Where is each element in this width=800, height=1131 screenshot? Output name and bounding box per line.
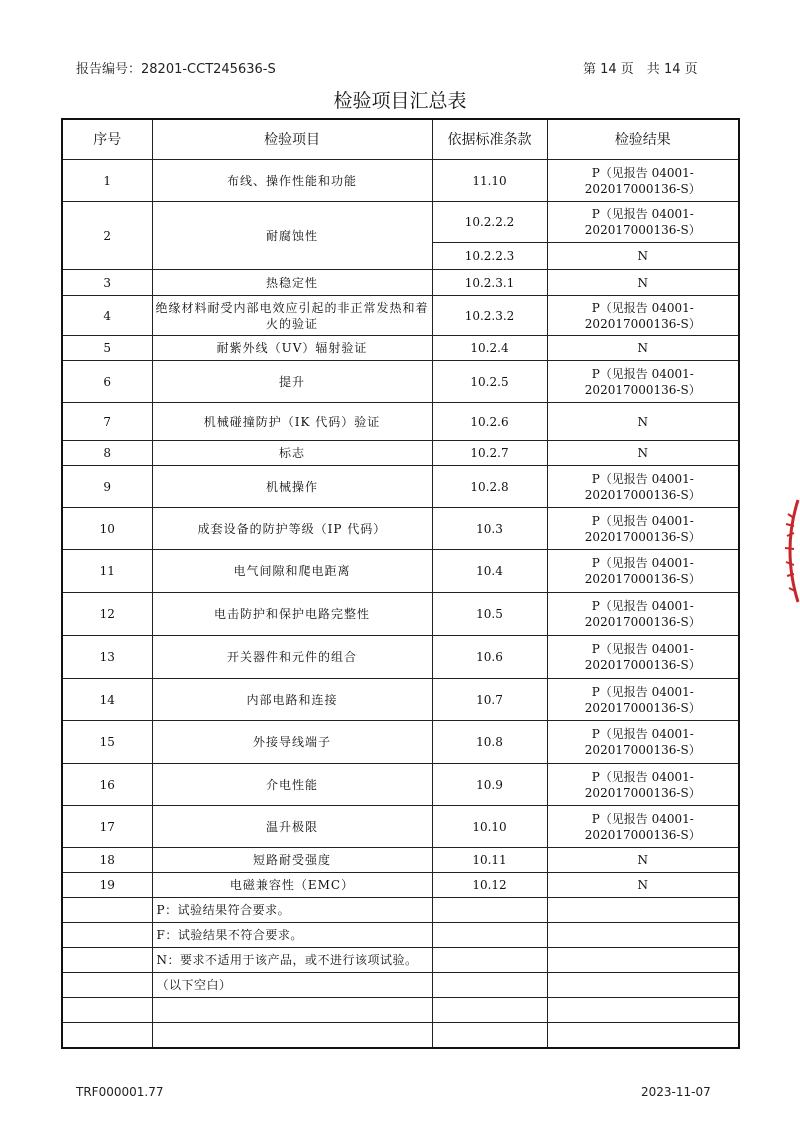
row-no: 15 — [62, 721, 152, 764]
row-no: 10 — [62, 508, 152, 550]
table-row — [62, 679, 739, 721]
table-row — [62, 202, 739, 243]
row-clause: 10.12 — [432, 873, 547, 898]
row-no: 14 — [62, 679, 152, 721]
table-row — [62, 721, 739, 764]
table-row — [62, 593, 739, 636]
row-clause: 10.2.2.3 — [432, 243, 547, 270]
note-blank-below: （以下空白） — [152, 973, 432, 998]
row-result: P（见报告 04001-202017000136-S） — [547, 296, 739, 336]
table-row — [62, 466, 739, 508]
note-row — [62, 948, 739, 973]
row-result: N — [547, 403, 739, 441]
report-date: 2023-11-07 — [641, 1085, 711, 1099]
row-result: P（见报告 04001-202017000136-S） — [547, 202, 739, 243]
table-row — [62, 550, 739, 593]
row-item: 开关器件和元件的组合 — [152, 636, 432, 679]
row-result: P（见报告 04001-202017000136-S） — [547, 508, 739, 550]
row-result: P（见报告 04001-202017000136-S） — [547, 806, 739, 848]
row-result: P（见报告 04001-202017000136-S） — [547, 550, 739, 593]
row-item: 成套设备的防护等级（IP 代码） — [152, 508, 432, 550]
page-indicator: 第 14 页 共 14 页 — [583, 62, 698, 77]
table-row — [62, 873, 739, 898]
row-no: 6 — [62, 361, 152, 403]
row-item: 机械操作 — [152, 466, 432, 508]
note-row — [62, 973, 739, 998]
row-no: 18 — [62, 848, 152, 873]
row-clause: 10.7 — [432, 679, 547, 721]
row-result: N — [547, 848, 739, 873]
row-clause: 10.2.2.2 — [432, 202, 547, 243]
row-clause: 10.2.7 — [432, 441, 547, 466]
row-clause: 10.2.6 — [432, 403, 547, 441]
row-item: 标志 — [152, 441, 432, 466]
row-no: 3 — [62, 270, 152, 296]
row-clause: 10.2.8 — [432, 466, 547, 508]
row-clause: 10.9 — [432, 764, 547, 806]
row-item: 耐紫外线（UV）辐射验证 — [152, 336, 432, 361]
row-result: P（见报告 04001-202017000136-S） — [547, 466, 739, 508]
row-result: P（见报告 04001-202017000136-S） — [547, 361, 739, 403]
row-item: 介电性能 — [152, 764, 432, 806]
report-number: 报告编号：28201-CCT245636-S — [76, 62, 276, 77]
summary-table — [61, 118, 740, 1049]
table-row — [62, 160, 739, 202]
table-row — [62, 636, 739, 679]
table-row — [62, 296, 739, 336]
row-no: 2 — [62, 202, 152, 270]
row-result: N — [547, 441, 739, 466]
column-header-item: 检验项目 — [152, 119, 432, 160]
row-no: 19 — [62, 873, 152, 898]
note-not-applicable: N：要求不适用于该产品，或不进行该项试验。 — [152, 948, 432, 973]
table-row — [62, 403, 739, 441]
row-result: P（见报告 04001-202017000136-S） — [547, 160, 739, 202]
blank-row — [62, 1023, 739, 1048]
row-result: N — [547, 243, 739, 270]
column-header-clause: 依据标准条款 — [432, 119, 547, 160]
row-item: 内部电路和连接 — [152, 679, 432, 721]
row-item: 电磁兼容性（EMC） — [152, 873, 432, 898]
note-row — [62, 923, 739, 948]
row-result: N — [547, 873, 739, 898]
row-item: 耐腐蚀性 — [152, 202, 432, 270]
row-clause: 10.2.4 — [432, 336, 547, 361]
row-no: 13 — [62, 636, 152, 679]
blank-row — [62, 998, 739, 1023]
row-result: P（见报告 04001-202017000136-S） — [547, 721, 739, 764]
row-clause: 10.2.3.1 — [432, 270, 547, 296]
row-clause: 10.2.3.2 — [432, 296, 547, 336]
row-clause: 10.4 — [432, 550, 547, 593]
table-row — [62, 848, 739, 873]
form-number: TRF000001.77 — [76, 1085, 164, 1099]
row-result: P（见报告 04001-202017000136-S） — [547, 593, 739, 636]
row-result: P（见报告 04001-202017000136-S） — [547, 764, 739, 806]
table-row — [62, 441, 739, 466]
note-fail: F：试验结果不符合要求。 — [152, 923, 432, 948]
row-clause: 10.8 — [432, 721, 547, 764]
row-no: 12 — [62, 593, 152, 636]
row-no: 4 — [62, 296, 152, 336]
row-item: 绝缘材料耐受内部电效应引起的非正常发热和着火的验证 — [152, 296, 432, 336]
row-result: P（见报告 04001-202017000136-S） — [547, 636, 739, 679]
row-item: 电击防护和保护电路完整性 — [152, 593, 432, 636]
table-row — [62, 270, 739, 296]
row-no: 17 — [62, 806, 152, 848]
row-item: 温升极限 — [152, 806, 432, 848]
row-clause: 10.3 — [432, 508, 547, 550]
page-title: 检验项目汇总表 — [333, 90, 467, 112]
note-pass: P：试验结果符合要求。 — [152, 898, 432, 923]
row-result: P（见报告 04001-202017000136-S） — [547, 679, 739, 721]
row-clause: 10.2.5 — [432, 361, 547, 403]
table-row — [62, 764, 739, 806]
row-clause: 10.6 — [432, 636, 547, 679]
table-header-row — [62, 119, 739, 160]
column-header-no: 序号 — [62, 119, 152, 160]
row-no: 8 — [62, 441, 152, 466]
row-clause: 10.5 — [432, 593, 547, 636]
row-no: 11 — [62, 550, 152, 593]
row-no: 7 — [62, 403, 152, 441]
row-no: 16 — [62, 764, 152, 806]
row-result: N — [547, 270, 739, 296]
row-no: 9 — [62, 466, 152, 508]
table-row — [62, 806, 739, 848]
table-row — [62, 508, 739, 550]
row-clause: 10.10 — [432, 806, 547, 848]
row-item: 机械碰撞防护（IK 代码）验证 — [152, 403, 432, 441]
row-clause: 11.10 — [432, 160, 547, 202]
red-seal-stamp — [772, 490, 800, 610]
row-item: 布线、操作性能和功能 — [152, 160, 432, 202]
column-header-result: 检验结果 — [547, 119, 739, 160]
row-clause: 10.11 — [432, 848, 547, 873]
row-no: 5 — [62, 336, 152, 361]
row-item: 外接导线端子 — [152, 721, 432, 764]
note-row — [62, 898, 739, 923]
row-item: 提升 — [152, 361, 432, 403]
row-result: N — [547, 336, 739, 361]
row-item: 电气间隙和爬电距离 — [152, 550, 432, 593]
table-row — [62, 361, 739, 403]
row-item: 短路耐受强度 — [152, 848, 432, 873]
row-no: 1 — [62, 160, 152, 202]
row-item: 热稳定性 — [152, 270, 432, 296]
table-row — [62, 336, 739, 361]
